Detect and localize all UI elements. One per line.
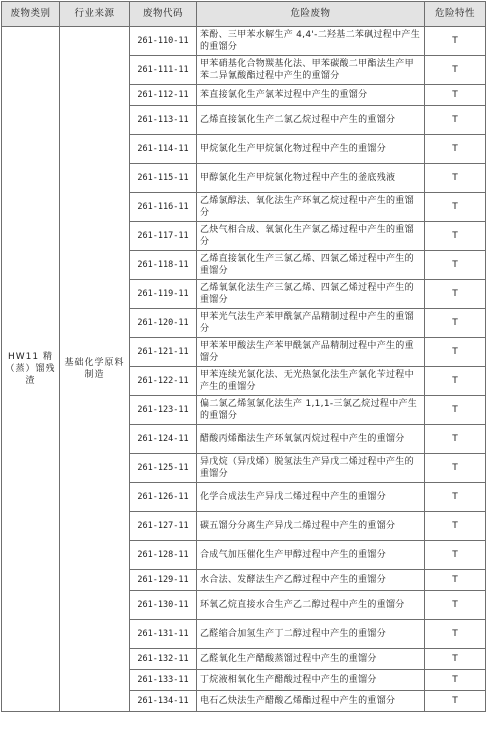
header-source: 行业来源: [60, 2, 130, 27]
waste-cell: 甲苯苯甲酸法生产苯甲酰氯产品精制过程中产生的重馏分: [197, 338, 425, 367]
risk-cell: T: [425, 56, 486, 85]
waste-cell: 合成气加压催化生产甲醇过程中产生的重馏分: [197, 541, 425, 570]
risk-cell: T: [425, 222, 486, 251]
waste-cell: 乙烯直接氯化生产三氯乙烯、四氯乙烯过程中产生的重馏分: [197, 251, 425, 280]
code-cell: 261-133-11: [130, 670, 197, 691]
code-cell: 261-111-11: [130, 56, 197, 85]
waste-cell: 丁烷液相氧化生产醋酸过程中产生的重馏分: [197, 670, 425, 691]
category-cell: HW11 精（蒸）馏残渣: [2, 27, 60, 712]
hazardous-waste-table: [1, 1, 486, 712]
waste-cell: 乙烯氧氯化法生产三氯乙烯、四氯乙烯过程中产生的重馏分: [197, 280, 425, 309]
waste-cell: 乙醛氧化生产醋酸蒸馏过程中产生的重馏分: [197, 649, 425, 670]
waste-cell: 甲烷氯化生产甲烷氯化物过程中产生的重馏分: [197, 135, 425, 164]
code-cell: 261-117-11: [130, 222, 197, 251]
waste-cell: 乙烯直接氯化生产二氯乙烷过程中产生的重馏分: [197, 106, 425, 135]
risk-cell: T: [425, 280, 486, 309]
code-cell: 261-115-11: [130, 164, 197, 193]
code-cell: 261-116-11: [130, 193, 197, 222]
risk-cell: T: [425, 591, 486, 620]
code-cell: 261-114-11: [130, 135, 197, 164]
code-cell: 261-126-11: [130, 483, 197, 512]
risk-cell: T: [425, 570, 486, 591]
waste-cell: 甲苯连续光氯化法、无光热氯化法生产氯化苄过程中产生的重馏分: [197, 367, 425, 396]
header-waste: 危险废物: [197, 2, 425, 27]
waste-cell: 甲苯硝基化合物羰基化法、甲苯碳酸二甲酯法生产甲苯二异氰酸酯过程中产生的重馏分: [197, 56, 425, 85]
waste-cell: 甲醇氯化生产甲烷氯化物过程中产生的釜底残液: [197, 164, 425, 193]
code-cell: 261-119-11: [130, 280, 197, 309]
risk-cell: T: [425, 649, 486, 670]
header-code: 废物代码: [130, 2, 197, 27]
waste-cell: 异戊烷（异戊烯）脱氢法生产异戊二烯过程中产生的重馏分: [197, 454, 425, 483]
code-cell: 261-110-11: [130, 27, 197, 56]
waste-cell: 碳五馏分分离生产异戊二烯过程中产生的重馏分: [197, 512, 425, 541]
waste-cell: 苯直接氯化生产氯苯过程中产生的重馏分: [197, 85, 425, 106]
risk-cell: T: [425, 251, 486, 280]
risk-cell: T: [425, 106, 486, 135]
risk-cell: T: [425, 193, 486, 222]
code-cell: 261-123-11: [130, 396, 197, 425]
waste-cell: 乙炔气相合成、氧氯化生产氯乙烯过程中产生的重馏分: [197, 222, 425, 251]
waste-cell: 水合法、发酵法生产乙醇过程中产生的重馏分: [197, 570, 425, 591]
waste-cell: 偏二氯乙烯氢氯化法生产 1,1,1-三氯乙烷过程中产生的重馏分: [197, 396, 425, 425]
risk-cell: T: [425, 541, 486, 570]
waste-cell: 环氧乙烷直接水合生产乙二醇过程中产生的重馏分: [197, 591, 425, 620]
waste-cell: 电石乙炔法生产醋酸乙烯酯过程中产生的重馏分: [197, 691, 425, 712]
table-body: [2, 27, 486, 712]
code-cell: 261-121-11: [130, 338, 197, 367]
risk-cell: T: [425, 512, 486, 541]
code-cell: 261-132-11: [130, 649, 197, 670]
waste-cell: 乙醛缩合加氢生产丁二醇过程中产生的重馏分: [197, 620, 425, 649]
source-cell: 基础化学原料制造: [60, 27, 130, 712]
risk-cell: T: [425, 27, 486, 56]
code-cell: 261-134-11: [130, 691, 197, 712]
waste-cell: 甲苯光气法生产苯甲酰氯产品精制过程中产生的重馏分: [197, 309, 425, 338]
waste-cell: 乙烯氯醇法、氧化法生产环氧乙烷过程中产生的重馏分: [197, 193, 425, 222]
code-cell: 261-131-11: [130, 620, 197, 649]
risk-cell: T: [425, 85, 486, 106]
header-category: 废物类别: [2, 2, 60, 27]
header-risk: 危险特性: [425, 2, 486, 27]
waste-cell: 苯酚、三甲苯水解生产 4,4'-二羟基二苯砜过程中产生的重馏分: [197, 27, 425, 56]
risk-cell: T: [425, 483, 486, 512]
risk-cell: T: [425, 367, 486, 396]
risk-cell: T: [425, 164, 486, 193]
risk-cell: T: [425, 309, 486, 338]
waste-cell: 醋酸丙烯酯法生产环氧氯丙烷过程中产生的重馏分: [197, 425, 425, 454]
risk-cell: T: [425, 670, 486, 691]
code-cell: 261-130-11: [130, 591, 197, 620]
header-row: [2, 2, 486, 27]
code-cell: 261-127-11: [130, 512, 197, 541]
code-cell: 261-120-11: [130, 309, 197, 338]
code-cell: 261-113-11: [130, 106, 197, 135]
waste-cell: 化学合成法生产异戊二烯过程中产生的重馏分: [197, 483, 425, 512]
risk-cell: T: [425, 338, 486, 367]
risk-cell: T: [425, 396, 486, 425]
table-row: [2, 27, 486, 56]
code-cell: 261-125-11: [130, 454, 197, 483]
risk-cell: T: [425, 425, 486, 454]
risk-cell: T: [425, 454, 486, 483]
code-cell: 261-128-11: [130, 541, 197, 570]
code-cell: 261-122-11: [130, 367, 197, 396]
code-cell: 261-124-11: [130, 425, 197, 454]
risk-cell: T: [425, 620, 486, 649]
code-cell: 261-129-11: [130, 570, 197, 591]
code-cell: 261-118-11: [130, 251, 197, 280]
risk-cell: T: [425, 135, 486, 164]
risk-cell: T: [425, 691, 486, 712]
code-cell: 261-112-11: [130, 85, 197, 106]
